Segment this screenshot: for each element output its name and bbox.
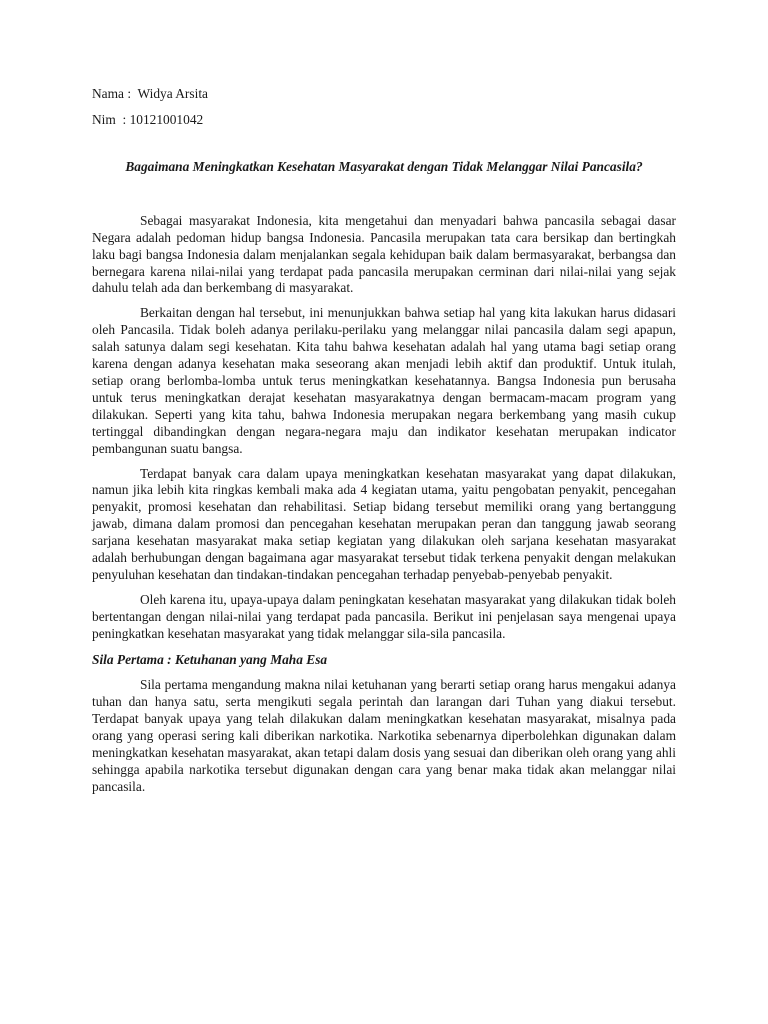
student-id: Nim : 10121001042 xyxy=(92,111,204,127)
paragraph-intro: Sebagai masyarakat Indonesia, kita mengetahui dan menyadari bahwa pancasila sebagai dasar Negara adalah pedoman hidup bangsa Indonesia. Pancasila merupakan tata cara bersikap dan bertingkah laku bagi bangsa Indonesia dalam menjalankan segala kehidupan baik dalam bermasyarakat, berbangsa dan bernegara karena nilai-nilai yang terdapat pada pancasila merupakan cerminan dari nilai-nilai yang sejak dahulu telah ada dan berkembang di masyarakat. xyxy=(92,212,676,296)
paragraph-transition: Oleh karena itu, upaya-upaya dalam peningkatan kesehatan masyarakat yang dilakukan tidak boleh bertentangan dengan nilai-nilai yang terdapat pada pancasila. Berikut ini penjelasan saya mengenai upaya peningkatkan kesehatan masyarakat yang tidak melanggar sila-sila pancasila. xyxy=(92,591,676,641)
paragraph-context: Berkaitan dengan hal tersebut, ini menunjukkan bahwa setiap hal yang kita lakukan harus didasari oleh Pancasila. Tidak boleh adanya perilaku-perilaku yang melanggar nilai pancasila dalam segi apapun, salah satunya dalam segi kesehatan. Kita tahu bahwa kesehatan adalah hal yang utama bagi setiap orang karena dengan adanya kesehatan maka seseorang akan menjadi lebih aktif dan produktif. Untuk itulah, setiap orang berlomba-lomba untuk terus meningkatkan kesehatannya. Bangsa Indonesia pun berusaha untuk terus meningkatkan derajat kesehatan masyarakatnya dengan bermacam-macam program yang dilakukan. Seperti yang kita tahu, bahwa Indonesia merupakan negara berkembang yang masih cukup tertinggal dibandingkan dengan negara-negara maju dan indikator kesehatan merupakan indicator pembangunan suatu bangsa. xyxy=(92,305,676,456)
paragraph-sila-1: Sila pertama mengandung makna nilai ketuhanan yang berarti setiap orang harus mengakui adanya tuhan dan hanya satu, serta mengikuti segala perintah dan larangan dari Tuhan yang diakui tersebut. Terdapat banyak upaya yang telah dilakukan dalam meningkatkan kesehatan masyarakat, misalnya pada orang yang operasi sering kali diberikan narkotika. Narkotika sebenarnya diperbolehkan digunakan dalam meningkatkan kesehatan masyarakat, akan tetapi dalam dosis yang sesuai dan diberikan oleh orang yang ahli sehingga apabila narkotika tersebut digunakan dengan cara yang benar maka tidak akan melanggar nilai pancasila. xyxy=(92,677,676,794)
student-name: Nama : Widya Arsita xyxy=(92,86,208,101)
essay-title: Bagaimana Meningkatkan Kesehatan Masyarakat dengan Tidak Melanggar Nilai Pancasila? xyxy=(125,158,643,174)
section-heading-sila-1: Sila Pertama : Ketuhanan yang Maha Esa xyxy=(92,651,328,667)
document-page xyxy=(92,86,676,796)
paragraph-efforts: Terdapat banyak cara dalam upaya meningkatkan kesehatan masyarakat yang dapat dilakukan, namun jika lebih kita ringkas kembali maka ada 4 kegiatan utama, yaitu pengobatan penyakit, pencegahan penyakit, promosi kesehatan dan rehabilitasi. Setiap bidang tersebut memiliki orang yang bertanggung jawab, dimana dalam promosi dan pencegahan kesehatan merupakan peran dan tanggung jawab seorang sarjana kesehatan masyarakat maka setiap kegiatan yang dilakukan oleh sarjana kesehatan masyarakat adalah berhubungan dengan bagaimana agar masyarakat tersebut tidak terkena penyakit dengan melakukan penyuluhan kesehatan dan tindakan-tindakan pencegahan terhadap penyebab-penyebab penyakit. xyxy=(92,465,676,582)
